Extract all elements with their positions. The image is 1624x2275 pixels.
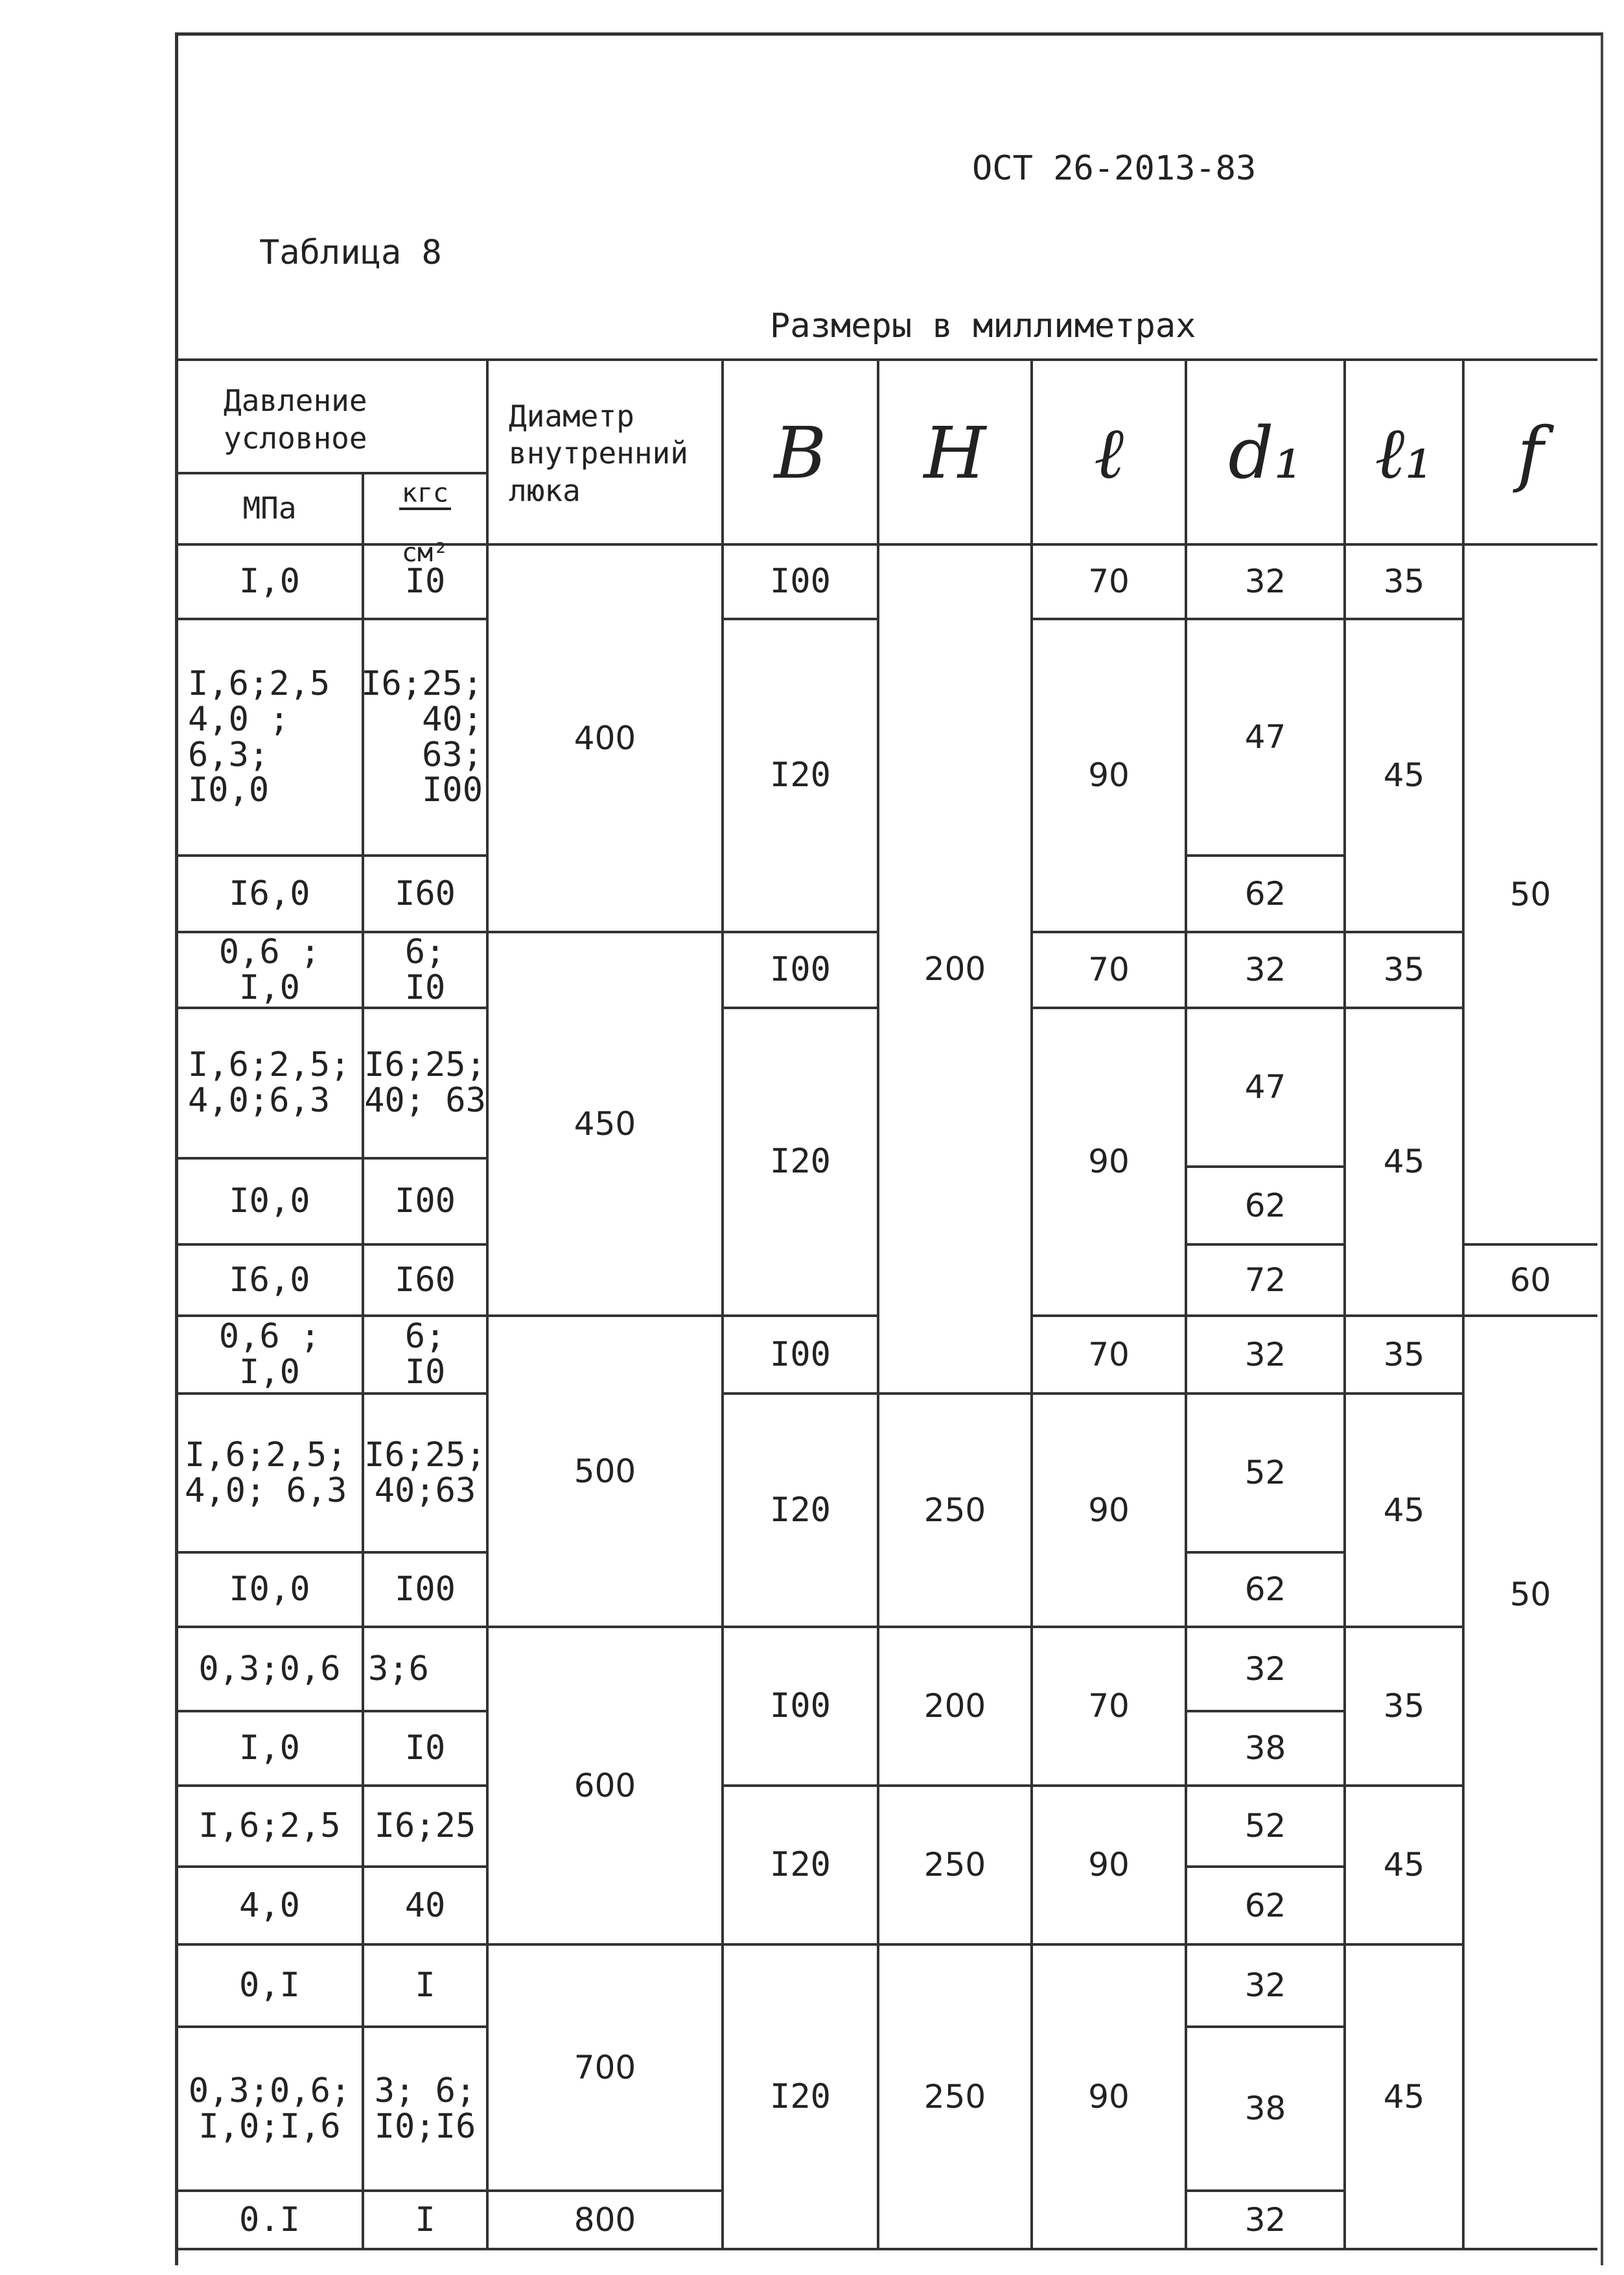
cell-mpa: I6,0 bbox=[229, 874, 310, 913]
cell-mpa: 0,I bbox=[239, 1966, 300, 2005]
cell-f: 50 bbox=[1509, 1575, 1551, 1613]
header-col-d1: d₁ bbox=[1228, 412, 1303, 495]
cell-d1: 47 bbox=[1244, 1068, 1286, 1106]
cell-mpa: I6,0 bbox=[229, 1260, 310, 1300]
cell-f: 50 bbox=[1509, 875, 1551, 913]
cell-d1: 62 bbox=[1244, 1570, 1286, 1609]
cell-mpa: 0,3;0,6; I,0;I,6 bbox=[188, 2071, 351, 2146]
cell-f: 60 bbox=[1509, 1261, 1551, 1299]
cell-diameter: 700 bbox=[574, 2048, 636, 2086]
cell-kgf: I0 bbox=[404, 562, 446, 601]
cell-l: 70 bbox=[1088, 563, 1130, 601]
cell-kgf: I60 bbox=[395, 1260, 456, 1300]
cell-d1: 32 bbox=[1244, 1650, 1286, 1688]
cell-B: I00 bbox=[770, 950, 831, 990]
cell-d1: 32 bbox=[1244, 951, 1286, 989]
cell-d1: 62 bbox=[1244, 874, 1286, 913]
cell-mpa: 0,6 ; I,0 bbox=[218, 932, 321, 1007]
cell-H: 250 bbox=[923, 2077, 986, 2116]
cell-l: 90 bbox=[1088, 1491, 1130, 1529]
document-code: ОСТ 26-2013-83 bbox=[972, 149, 1257, 188]
header-col-H: H bbox=[923, 412, 986, 495]
cell-d1: 32 bbox=[1244, 563, 1286, 601]
cell-l1: 35 bbox=[1383, 1335, 1425, 1373]
cell-mpa: I,6;2,5 bbox=[198, 1806, 341, 1846]
cell-mpa: I0,0 bbox=[229, 1570, 310, 1609]
cell-H: 200 bbox=[923, 950, 986, 988]
cell-H: 250 bbox=[923, 1846, 986, 1884]
cell-l: 90 bbox=[1088, 756, 1130, 795]
cell-kgf: I6;25; 40; 63; I00 bbox=[361, 664, 483, 810]
cell-d1: 32 bbox=[1244, 1335, 1286, 1373]
cell-H: 200 bbox=[923, 1687, 986, 1725]
cell-kgf: 6; I0 bbox=[404, 1317, 446, 1392]
cell-d1: 62 bbox=[1244, 1186, 1286, 1224]
cell-l1: 45 bbox=[1383, 756, 1425, 795]
cell-mpa: 0,6 ; I,0 bbox=[218, 1317, 321, 1392]
cell-l: 70 bbox=[1088, 1335, 1130, 1373]
cell-mpa: I0,0 bbox=[229, 1182, 310, 1221]
cell-d1: 52 bbox=[1244, 1807, 1286, 1845]
cell-l1: 45 bbox=[1383, 2077, 1425, 2116]
cell-l: 90 bbox=[1088, 1846, 1130, 1884]
cell-l1: 35 bbox=[1383, 1687, 1425, 1725]
table-label: Таблица 8 bbox=[259, 233, 442, 272]
cell-kgf: I6;25; 40; 63 bbox=[364, 1045, 486, 1120]
header-diameter: Диаметр внутренний люка bbox=[509, 398, 688, 508]
cell-B: I20 bbox=[770, 2077, 831, 2116]
cell-l1: 45 bbox=[1383, 1143, 1425, 1181]
cell-l1: 45 bbox=[1383, 1491, 1425, 1529]
cell-mpa: I,6;2,5 4,0 ; 6,3; I0,0 bbox=[188, 664, 331, 810]
header-pressure: Давление условное bbox=[224, 383, 367, 456]
cell-kgf: 3;6 bbox=[368, 1649, 429, 1688]
cell-diameter: 400 bbox=[574, 719, 636, 757]
cell-kgf: 6; I0 bbox=[404, 932, 446, 1007]
cell-mpa: I,0 bbox=[239, 1729, 300, 1768]
cell-l1: 35 bbox=[1383, 951, 1425, 989]
cell-d1: 62 bbox=[1244, 1886, 1286, 1924]
cell-kgf: I00 bbox=[395, 1570, 456, 1609]
cell-l: 90 bbox=[1088, 1143, 1130, 1181]
cell-diameter: 600 bbox=[574, 1766, 636, 1804]
cell-d1: 32 bbox=[1244, 1966, 1286, 2005]
cell-d1: 72 bbox=[1244, 1261, 1286, 1299]
cell-l1: 45 bbox=[1383, 1846, 1425, 1884]
cell-B: I20 bbox=[770, 1142, 831, 1182]
cell-mpa: I,6;2,5; 4,0;6,3 bbox=[188, 1045, 351, 1120]
cell-B: I20 bbox=[770, 1490, 831, 1530]
cell-B: I00 bbox=[770, 1335, 831, 1374]
cell-d1: 47 bbox=[1244, 718, 1286, 756]
cell-l: 70 bbox=[1088, 951, 1130, 989]
cell-mpa: 0,3;0,6 bbox=[198, 1649, 341, 1688]
cell-diameter: 500 bbox=[574, 1452, 636, 1490]
cell-B: I20 bbox=[770, 1845, 831, 1885]
cell-kgf: I0 bbox=[404, 1729, 446, 1768]
header-col-B: B bbox=[774, 412, 827, 495]
cell-diameter: 800 bbox=[574, 2200, 636, 2239]
cell-mpa: 0.I bbox=[239, 2200, 300, 2239]
units-caption: Размеры в миллиметрах bbox=[770, 307, 1196, 345]
cell-B: I00 bbox=[770, 1686, 831, 1726]
cell-kgf: I6;25 bbox=[374, 1806, 476, 1846]
cell-mpa: 4,0 bbox=[239, 1885, 300, 1925]
header-col-l1: ℓ₁ bbox=[1375, 412, 1433, 495]
cell-d1: 38 bbox=[1244, 2090, 1286, 2128]
cell-kgf: I bbox=[415, 2200, 435, 2239]
cell-kgf: I bbox=[415, 1966, 435, 2005]
cell-l1: 35 bbox=[1383, 563, 1425, 601]
cell-d1: 38 bbox=[1244, 1729, 1286, 1768]
header-col-l: ℓ bbox=[1094, 412, 1124, 495]
cell-l: 70 bbox=[1088, 1687, 1130, 1725]
cell-kgf: I60 bbox=[395, 874, 456, 913]
header-unit-kgf: $\frac{\text{кгс}}{\text{см²}}$ bbox=[363, 476, 487, 541]
header-col-f: f bbox=[1517, 412, 1544, 495]
cell-diameter: 450 bbox=[574, 1104, 636, 1143]
cell-kgf: 3; 6; I0;I6 bbox=[374, 2071, 476, 2146]
cell-d1: 32 bbox=[1244, 2200, 1286, 2239]
cell-kgf: I00 bbox=[395, 1182, 456, 1221]
cell-kgf: 40 bbox=[404, 1885, 446, 1925]
header-unit-mpa: МПа bbox=[242, 491, 297, 526]
cell-kgf: I6;25; 40;63 bbox=[364, 1435, 486, 1510]
cell-B: I00 bbox=[770, 562, 831, 601]
cell-l: 90 bbox=[1088, 2077, 1130, 2116]
cell-d1: 52 bbox=[1244, 1454, 1286, 1492]
cell-H: 250 bbox=[923, 1491, 986, 1529]
cell-B: I20 bbox=[770, 756, 831, 795]
cell-mpa: I,0 bbox=[239, 562, 300, 601]
cell-mpa: I,6;2,5; 4,0; 6,3 bbox=[185, 1435, 347, 1510]
